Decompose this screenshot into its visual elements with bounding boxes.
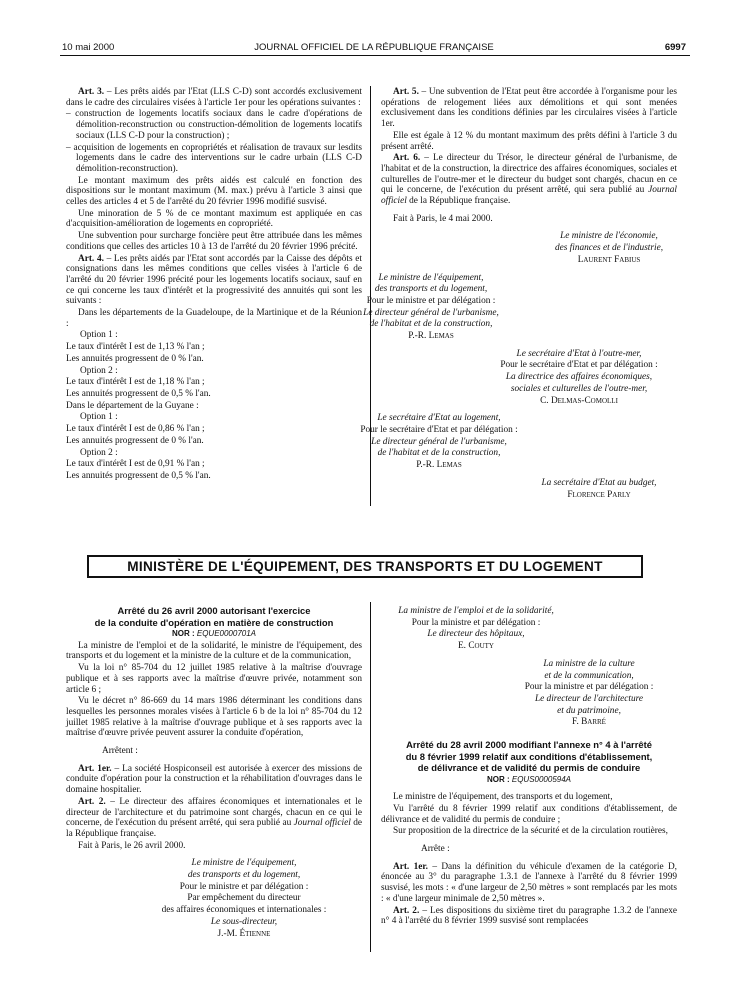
header-title: JOURNAL OFFICIEL DE LA RÉPUBLIQUE FRANÇAISE — [254, 42, 494, 53]
paragraph: Elle est égale à 12 % du montant maximum des prêts défini à l'article 3 du présent arrêté. — [381, 130, 677, 152]
article-1: Art. 1er. – La société Hospiconseil est autorisée à exercer des missions de conduite d'opération pour la construction et la réhabilitation d'ouvrages dans le domaine hospitalier. — [66, 763, 362, 796]
signature-equipment-minister: Le ministre de l'équipement, des transports et du logement, Pour le ministre et par délégation : Par empêchement du directeur des affaires économiques et internationales : Le sous-directeur, J.-M. Étienne — [66, 858, 362, 939]
article-5: Art. 5. – Une subvention de l'Etat peut être accordée à l'organisme pour les opérations de relogement liées aux démolitions et qui sont menées exclusivement dans les conditions définies par les circulaires visées à l'article 1er. — [381, 87, 677, 130]
paragraph: La ministre de l'emploi et de la solidarité, le ministre de l'équipement, des transports et du logement et la ministre de la culture et de la communication, — [66, 640, 362, 662]
paragraph: Le ministre de l'équipement, des transports et du logement, — [393, 792, 613, 803]
bottom-left-column — [66, 606, 362, 940]
arretent: Arrêtent : — [102, 746, 138, 757]
article-label: Art. 4. — [78, 253, 104, 264]
header-page-number: 6997 — [664, 42, 686, 53]
article-label: Art. 5. — [393, 87, 419, 97]
article-1: Art. 1er. – Dans la définition du véhicule d'examen de la catégorie D, énoncée au 3° du paragraphe 1.3.1 de l'annexe à l'arrêté du 8 février 1999 susvisé, les mots : « d'une largeur de 2,50 mètres » sont remplacés par les mots : « d'une largeur minimale de 2,50 mètres ». — [381, 861, 677, 904]
list-item: – construction de logements locatifs sociaux dans le cadre d'opérations de démolition-reconstruction ou construction-démolition de logements locatifs sociaux (LLS C-D pour la construction) ; — [66, 109, 362, 141]
option-heading: Option 1 : — [80, 330, 118, 341]
paragraph: Vu l'arrêté du 8 février 1999 relatif aux conditions d'établissement, de délivrance et de validité du permis de conduire ; — [381, 803, 677, 825]
rate-line: Le taux d'intérêt I est de 1,18 % l'an ; — [66, 377, 205, 388]
article-6: Art. 6. – Le directeur du Trésor, le directeur général de l'urbanisme, de l'habitat et de la construction, la directrice des affaires économiques, sociales et culturelles de l'outre-mer et le directeur du budget sont chargés, chacun en ce qui le concerne, de l'exécution du présent arrêté, qui sera publié au Journal officiel de la République française. — [381, 153, 677, 207]
rate-line: Le taux d'intérêt I est de 1,13 % l'an ; — [66, 342, 205, 353]
signatory-name: Florence Parly — [567, 489, 631, 500]
journal-officiel-reference: Journal officiel — [293, 818, 351, 829]
nor-reference: NOR : EQUE0000701A — [171, 629, 257, 638]
article-2: Art. 2. – Le directeur des affaires économiques et internationales et le directeur de l'architecture et du patrimoine sont chargés, chacun en ce qui le concerne, de l'exécution du présent arrêté, qui sera publié au Journal officiel de la République française. — [66, 796, 362, 839]
article-4: Art. 4. – Les prêts aidés par l'Etat sont accordés par la Caisse des dépôts et consignations dans les mêmes conditions que celles visées à l'article 6 de l'arrêté du 20 février 1996 précité pour les logements locatifs sociaux, sauf en ce qui concerne les taux d'intérêt et la progressivité des annuités qui sont les suivants : — [66, 253, 362, 307]
option-heading: Option 2 : — [80, 447, 118, 458]
paragraph: Sur proposition de la directrice de la sécurité et de la circulation routières, — [393, 826, 668, 837]
paragraph: Le montant maximum des prêts aidés est calculé en fonction des dispositions sur le montant maximum (M. max.) prévu à l'article 3 ainsi que celles des articles 4 et 5 de l'arrêté du 20 février 1996 modifié susvisé. — [66, 175, 362, 208]
paragraph: Vu le décret n° 86-669 du 14 mars 1986 déterminant les conditions dans lesquelles les personnes morales visées à l'article 6 b de la loi n° 85-704 du 12 juillet 1985 relative à la maîtrise d'ouvrage publique et à ses rapports avec la maîtrise d'œuvre privée peuvent assurer la conduite d'opération, — [66, 696, 362, 739]
header-rule — [60, 55, 690, 56]
rate-line: Le taux d'intérêt I est de 0,91 % l'an ; — [66, 459, 205, 470]
top-right-column — [360, 87, 677, 501]
signatory-name: P.-R. Lemas — [408, 331, 454, 342]
rate-line: Le taux d'intérêt I est de 0,86 % l'an ; — [66, 424, 205, 435]
nor-reference: NOR : EQUS0000594A — [486, 774, 572, 784]
signatory-name: Laurent Fabius — [577, 254, 641, 265]
progression-line: Les annuités progressent de 0,5 % l'an. — [66, 388, 211, 399]
paragraph: Vu la loi n° 85-704 du 12 juillet 1985 relative à la maîtrise d'ouvrage publique et à ses rapports avec la maîtrise d'œuvre privée, notamment son article 6 ; — [66, 663, 362, 695]
option-heading: Option 2 : — [80, 365, 118, 376]
ministry-banner: MINISTÈRE DE L'ÉQUIPEMENT, DES TRANSPORTS ET DU LOGEMENT — [87, 555, 643, 578]
decree-title: du 8 février 1999 relatif aux conditions d'établissement, — [405, 750, 653, 762]
signatory-name: C. Delmas-Comolli — [540, 395, 618, 406]
article-2: Art. 2. – Les dispositions du sixième tiret du paragraphe 1.3.2 de l'annexe n° 4 à l'arrêté du 8 février 1999 susvisé sont remplacées — [381, 905, 677, 927]
list-item: – acquisition de logements en copropriétés et réalisation de travaux sur lesdits logements dans le cadre des interventions sur le cadre urbain (LLS C-D démolition-reconstruction). — [66, 142, 362, 174]
signatory-name: P.-R. Lemas — [416, 460, 462, 471]
region-heading: Dans les départements de la Guadeloupe, de la Martinique et de la Réunion : — [66, 308, 362, 329]
decree-title: de délivrance et de validité du permis de conduire — [417, 762, 641, 774]
decree-title: Arrêté du 28 avril 2000 modifiant l'annexe n° 4 à l'arrêté — [406, 739, 652, 751]
progression-line: Les annuités progressent de 0 % l'an. — [66, 435, 204, 446]
signature-employment-minister: La ministre de l'emploi et de la solidarité, Pour la ministre et par délégation : Le directeur des hôpitaux, E. Couty — [381, 606, 571, 652]
signature-equipment-minister: Le ministre de l'équipement, des transports et du logement, Pour le ministre et par délégation : Le directeur général de l'urbanisme, de l'habitat et de la construction, P.-R. Lemas — [341, 273, 521, 342]
signatory-name: J.-M. Étienne — [217, 928, 271, 939]
article-3: Art. 3. – Les prêts aidés par l'Etat (LLS C-D) sont accordés exclusivement dans le cadre des circulaires visées à l'article 1er pour les opérations suivantes : — [66, 87, 363, 108]
decree-title: de la conduite d'opération en matière de construction — [94, 616, 334, 628]
article-label: Art. 6. — [393, 153, 421, 164]
signature-culture-minister: La ministre de la culture et de la communication, Pour la ministre et par délégation : Le directeur de l'architecture et du patrimoine, F. Barré — [381, 659, 677, 728]
option-heading: Option 1 : — [80, 412, 118, 423]
article-label: Art. 2. — [78, 796, 106, 807]
signing-date: Fait à Paris, le 26 avril 2000. — [78, 840, 186, 851]
article-label: Art. 1er. — [78, 763, 112, 774]
signature-budget-secretary: La secrétaire d'Etat au budget, Florence Parly — [381, 478, 677, 500]
article-label: Art. 3. — [78, 87, 105, 97]
decree-title: Arrêté du 26 avril 2000 autorisant l'exercice — [117, 605, 311, 616]
region-heading: Dans le département de la Guyane : — [66, 400, 199, 411]
signatory-name: E. Couty — [458, 641, 494, 652]
article-label: Art. 1er. — [393, 861, 428, 872]
progression-line: Les annuités progressent de 0 % l'an. — [66, 353, 204, 364]
progression-line: Les annuités progressent de 0,5 % l'an. — [66, 470, 211, 481]
bottom-right-column — [381, 606, 677, 928]
signature-overseas-secretary: Le secrétaire d'Etat à l'outre-mer, Pour le secrétaire d'Etat et par délégation : La directrice des affaires économiques, sociales et culturelles de l'outre-mer, C. Delmas-Comolli — [381, 349, 677, 407]
column-divider-bottom — [370, 602, 371, 952]
signature-economy-minister: Le ministre de l'économie, des finances et de l'industrie, Laurent Fabius — [381, 231, 677, 265]
article-label: Art. 2. — [393, 905, 420, 916]
paragraph: Une minoration de 5 % de ce montant maximum est appliquée en cas d'acquisition-amélioration de logements en copropriété. — [66, 208, 362, 230]
signing-date: Fait à Paris, le 4 mai 2000. — [393, 213, 493, 224]
header-date: 10 mai 2000 — [62, 42, 115, 53]
signature-housing-secretary: Le secrétaire d'Etat au logement, Pour le secrétaire d'Etat et par délégation : Le directeur général de l'urbanisme, de l'habitat et de la construction, P.-R. Lemas — [341, 413, 537, 471]
top-left-column — [66, 87, 362, 483]
journal-officiel-reference: Journal officiel — [381, 185, 677, 207]
arrete: Arrête : — [421, 844, 450, 855]
signatory-name: F. Barré — [572, 717, 606, 728]
paragraph: Une subvention pour surcharge foncière peut être attribuée dans les mêmes conditions que celles des articles 10 à 13 de l'arrêté du 20 février 1996 précité. — [66, 231, 362, 252]
